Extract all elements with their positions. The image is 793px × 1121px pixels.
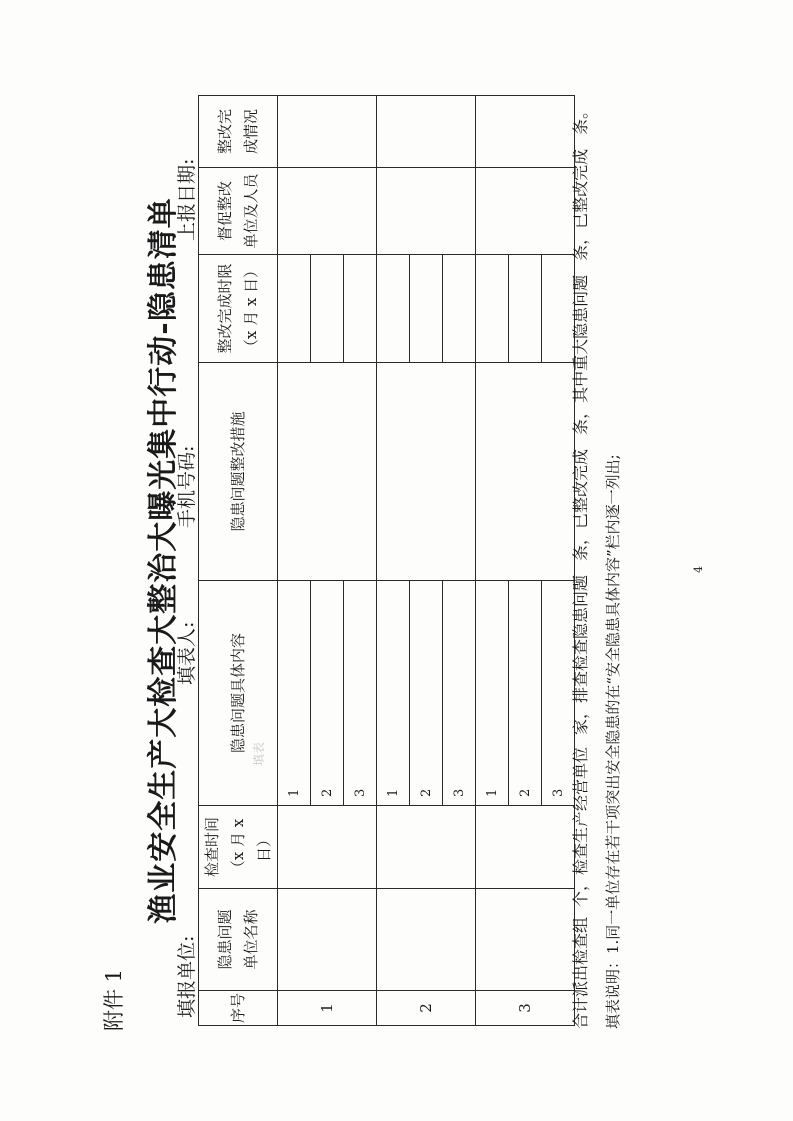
- unit-name-cell[interactable]: [278, 889, 377, 991]
- detail-cell[interactable]: 1: [278, 581, 311, 806]
- deadline-cell[interactable]: [509, 255, 542, 363]
- fill-instructions: 填表说明：1.同一单位存在若干项突出安全隐患的在“安全隐患具体内容”栏内逐一列出;: [604, 454, 622, 1029]
- header-unit-name-text: 隐患问题 单位名称: [216, 909, 260, 970]
- deadline-cell[interactable]: [377, 255, 410, 363]
- unit-name-cell[interactable]: [476, 889, 575, 991]
- responsible-cell[interactable]: [278, 168, 377, 255]
- header-responsible: [199, 168, 278, 255]
- detail-cell[interactable]: 3: [443, 581, 476, 806]
- filler-label: 填表人:: [176, 621, 198, 685]
- page-title: 渔业安全生产大检查大整治大曝光集中行动-隐患清单: [146, 197, 181, 924]
- check-time-cell[interactable]: [476, 806, 575, 889]
- check-time-cell[interactable]: [278, 806, 377, 889]
- header-deadline: [199, 255, 278, 363]
- phone-label: 手机号码:: [176, 445, 198, 528]
- header-detail: 隐患问题具体内容: [199, 581, 278, 806]
- summary-part: 条。: [571, 102, 590, 135]
- header-deadline-text: 整改完成时限 （x 月 x 日）: [216, 262, 260, 355]
- header-seq: 序号: [199, 991, 278, 1026]
- detail-cell[interactable]: 3: [344, 581, 377, 806]
- row-seq: 2: [377, 991, 476, 1026]
- header-responsible-text: 督促整改 单位及人员: [216, 173, 260, 249]
- summary-part: 合计派出检查组: [571, 916, 590, 1029]
- measures-cell[interactable]: [377, 363, 476, 581]
- measures-cell[interactable]: [476, 363, 575, 581]
- check-time-cell[interactable]: [377, 806, 476, 889]
- status-cell[interactable]: [278, 96, 377, 168]
- header-status-text: 整改完 成情况: [216, 109, 260, 155]
- summary-part: 家，排查检查隐患问题: [571, 574, 590, 735]
- header-row: [199, 96, 278, 1026]
- table-row: [476, 96, 509, 1026]
- deadline-cell[interactable]: [311, 255, 344, 363]
- deadline-cell[interactable]: [476, 255, 509, 363]
- detail-cell[interactable]: 2: [311, 581, 344, 806]
- detail-cell[interactable]: 1: [476, 581, 509, 806]
- summary-part: 条，已整改完成: [571, 148, 590, 261]
- table-row: [278, 96, 311, 1026]
- status-cell[interactable]: [377, 96, 476, 168]
- unit-name-cell[interactable]: [377, 889, 476, 991]
- measures-cell[interactable]: [278, 363, 377, 581]
- header-check-time-text: 检查时间 （x 月 x 日）: [203, 817, 273, 878]
- attachment-label: 附件 1: [102, 968, 126, 1031]
- deadline-cell[interactable]: [344, 255, 377, 363]
- faint-mark: 填表: [252, 741, 266, 766]
- status-cell[interactable]: [476, 96, 575, 168]
- row-seq: 1: [278, 991, 377, 1026]
- summary-part: 个，检查生产经营单位: [571, 746, 590, 907]
- detail-cell[interactable]: 3: [542, 581, 575, 806]
- detail-cell[interactable]: 2: [410, 581, 443, 806]
- detail-cell[interactable]: 1: [377, 581, 410, 806]
- hazard-table: [198, 95, 575, 1026]
- deadline-cell[interactable]: [278, 255, 311, 363]
- header-measures: 隐患问题整改措施: [199, 363, 278, 581]
- deadline-cell[interactable]: [410, 255, 443, 363]
- detail-cell[interactable]: 2: [509, 581, 542, 806]
- page-number: 4: [692, 566, 705, 573]
- unit-label: 填报单位:: [176, 935, 198, 1018]
- header-unit-name: [199, 889, 278, 991]
- header-check-time: [199, 806, 278, 889]
- header-status: [199, 96, 278, 168]
- summary-line: [568, 103, 591, 1029]
- summary-part: 条，其中重大隐患问题: [571, 274, 590, 435]
- responsible-cell[interactable]: [377, 168, 476, 255]
- summary-part: 条，已整改完成: [571, 448, 590, 561]
- date-label: 上报日期:: [176, 158, 198, 241]
- responsible-cell[interactable]: [476, 168, 575, 255]
- deadline-cell[interactable]: [443, 255, 476, 363]
- row-seq: 3: [476, 991, 575, 1026]
- table-row: [377, 96, 410, 1026]
